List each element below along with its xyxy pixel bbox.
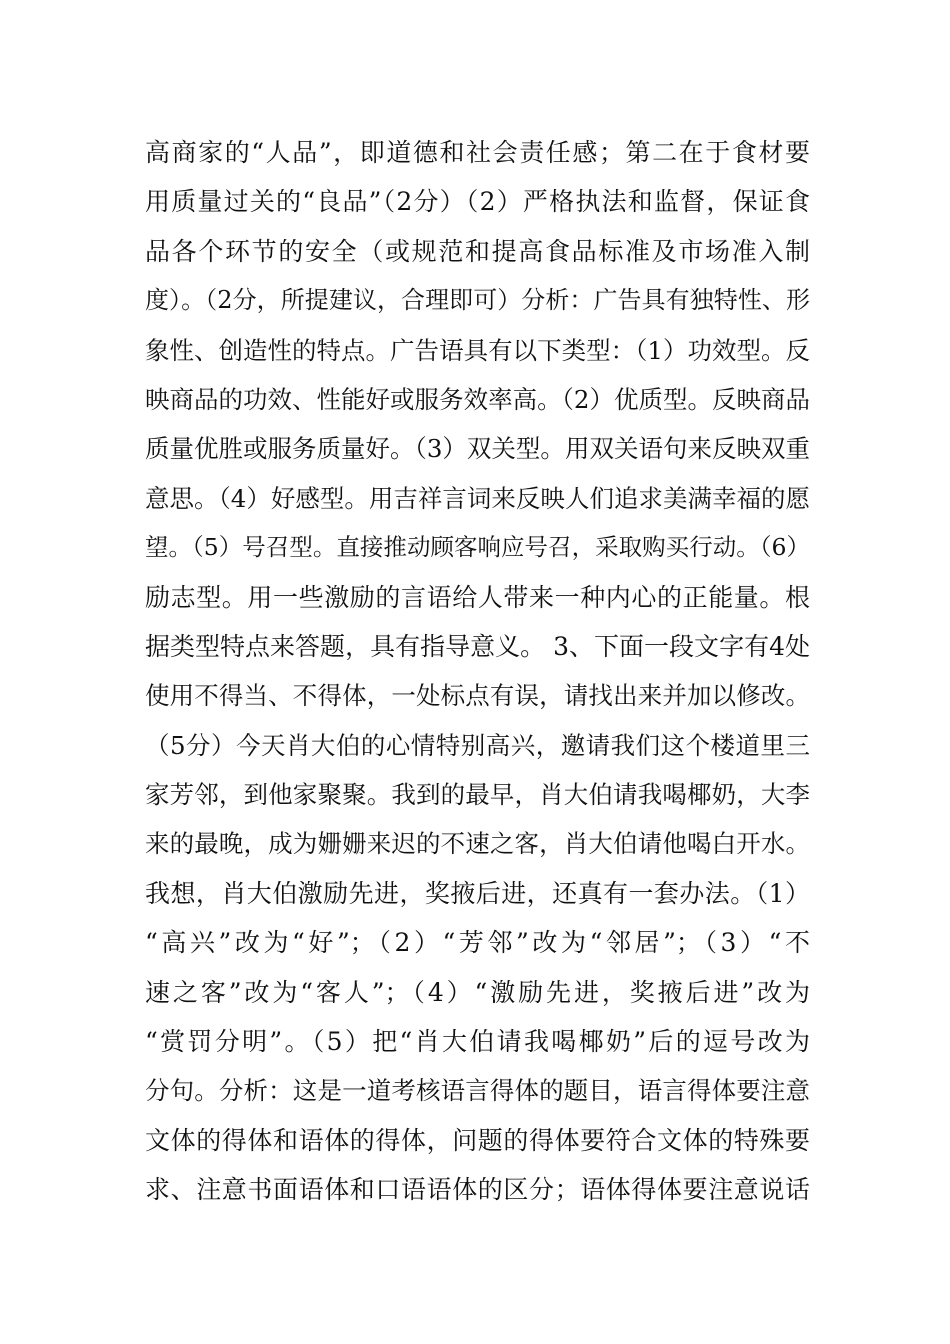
- text-line: 文体的得体和语体的得体，问题的得体要符合文体的特殊要: [145, 1125, 810, 1155]
- text-line: “高兴”改为“好”；（2）“芳邻”改为“邻居”；（3）“不: [145, 928, 810, 958]
- text-line: 使用不得当、不得体，一处标点有误，请找出来并加以修改。: [145, 681, 810, 711]
- text-line: 家芳邻，到他家聚聚。我到的最早，肖大伯请我喝椰奶，大李: [145, 780, 810, 810]
- text-line: “赏罚分明”。（5）把“肖大伯请我喝椰奶”后的逗号改为: [145, 1027, 810, 1057]
- text-line: 品各个环节的安全（或规范和提高食品标准及市场准入制: [145, 236, 810, 266]
- text-line: 质量优胜或服务质量好。（3）双关型。用双关语句来反映双重: [145, 434, 810, 464]
- text-line: （5分）今天肖大伯的心情特别高兴，邀请我们这个楼道里三: [145, 730, 810, 760]
- text-line: 来的最晚，成为姗姗来迟的不速之客，肖大伯请他喝白开水。: [145, 829, 810, 859]
- text-line: 映商品的功效、性能好或服务效率高。（2）优质型。反映商品: [145, 384, 810, 414]
- body-text: [145, 128, 810, 1215]
- text-line: 度）。（2分，所提建议，合理即可）分析：广告具有独特性、形: [145, 286, 810, 315]
- text-line: 意思。（4）好感型。用吉祥言词来反映人们追求美满幸福的愿: [145, 483, 810, 513]
- text-line: 励志型。用一些激励的言语给人带来一种内心的正能量。根: [145, 582, 810, 612]
- text-line: 高商家的“人品”，即道德和社会责任感；第二在于食材要: [145, 138, 810, 167]
- text-line: 望。（5）号召型。直接推动顾客响应号召，采取购买行动。（6）: [145, 533, 810, 562]
- text-line: 求、注意书面语体和口语语体的区分；语体得体要注意说话: [145, 1175, 810, 1205]
- text-line: 据类型特点来答题，具有指导意义。 3、下面一段文字有4处: [145, 631, 810, 661]
- text-line: 象性、创造性的特点。广告语具有以下类型：（1）功效型。反: [145, 335, 810, 365]
- text-line: 我想，肖大伯激励先进，奖掖后进，还真有一套办法。（1）: [145, 878, 810, 908]
- text-line: 分句。分析：这是一道考核语言得体的题目，语言得体要注意: [145, 1076, 810, 1106]
- text-line: 速之客”改为“客人”；（4）“激励先进，奖掖后进”改为: [145, 977, 810, 1007]
- text-line: 用质量过关的“良品”（2分）（2）严格执法和监督，保证食: [145, 187, 810, 217]
